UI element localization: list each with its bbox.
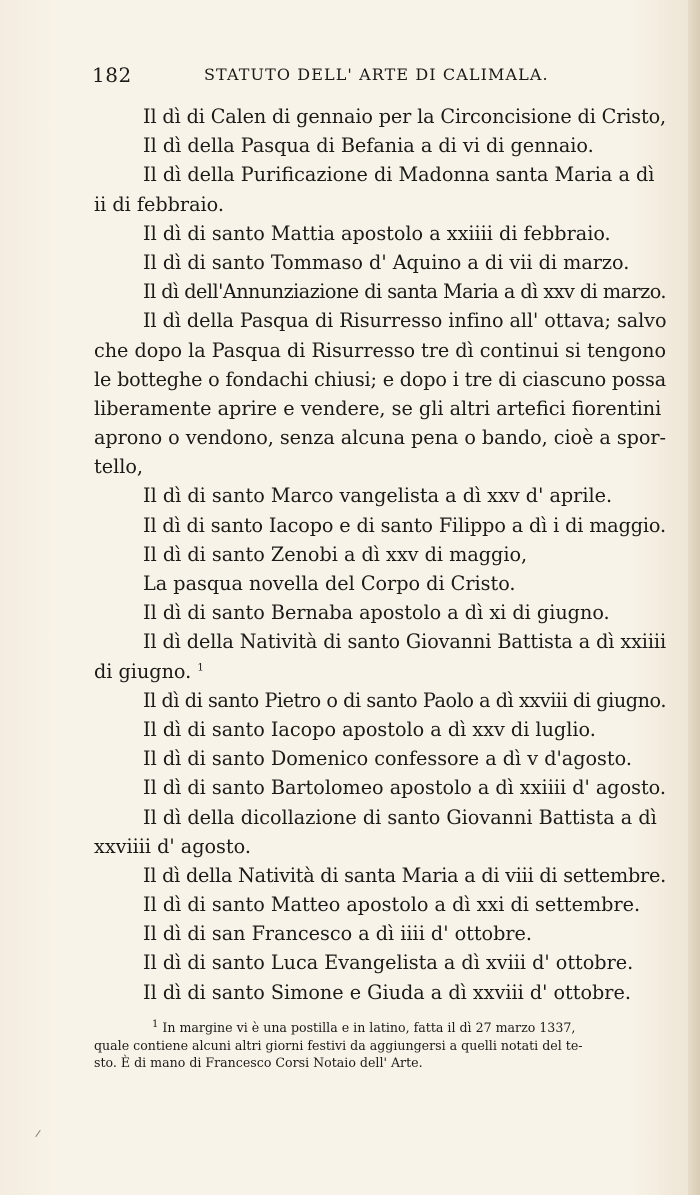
text-line: Il dì di santo Bernaba apostolo a dì xi di giugno.: [143, 601, 610, 625]
text-line: Il dì di san Francesco a dì iiii d' ottobre.: [143, 922, 533, 946]
running-title: STATUTO DELL' ARTE DI CALIMALA.: [204, 65, 549, 84]
text-line: Il dì di santo Iacopo e di santo Filippo a dì i di maggio.: [143, 513, 666, 537]
footnote-line: sto. È di mano di Francesco Corsi Notaio dell' Arte.: [94, 1055, 423, 1070]
text-line: Il dì della dicollazione di santo Giovanni Battista a dì: [143, 805, 657, 829]
text-line: Il dì di santo Mattia apostolo a xxiiii di febbraio.: [143, 221, 611, 245]
page-edge-shadow: [688, 0, 700, 1195]
text-line: Il dì dell'Annunziazione di santa Maria a dì xxv di marzo.: [143, 280, 666, 304]
text-line: Il dì di santo Luca Evangelista a dì xviii d' ottobre.: [143, 951, 634, 975]
text-line: Il dì di santo Bartolomeo apostolo a dì xxiiii d' agosto.: [143, 776, 666, 800]
text-line: Il dì di santo Tommaso d' Aquino a di vii di marzo.: [143, 250, 630, 274]
footnote-marker: 1: [152, 1018, 159, 1030]
text-line-content: di giugno.: [94, 659, 192, 683]
text-line: Il dì della Pasqua di Risurresso infino all' ottava; salvo: [143, 309, 667, 333]
text-line: Il dì di santo Marco vangelista a dì xxv d' aprile.: [143, 484, 613, 508]
page-number: 182: [92, 63, 132, 87]
text-line: Il dì di santo Matteo apostolo a dì xxi di settembre.: [143, 893, 641, 917]
text-line: xxviiii d' agosto.: [94, 834, 251, 858]
text-line: Il dì di santo Domenico confessore a dì v d'agosto.: [143, 747, 632, 771]
text-line: Il dì di santo Pietro o di santo Paolo a dì xxviii di giugno.: [143, 688, 666, 712]
text-line: liberamente aprire e vendere, se gli altri artefici fiorentini: [94, 396, 662, 420]
text-line: Il dì di santo Zenobi a dì xxv di maggio,: [143, 542, 528, 566]
running-header: [92, 63, 666, 89]
text-line: Il dì di santo Iacopo apostolo a dì xxv di luglio.: [143, 717, 596, 741]
main-text: [94, 102, 666, 1007]
footnote-line: quale contiene alcuni altri giorni festivi da aggiungersi a quelli notati del te-: [94, 1037, 583, 1053]
text-line: Il dì della Natività di santo Giovanni Battista a dì xxiiii: [143, 630, 666, 654]
text-line: tello,: [94, 455, 143, 479]
text-line: che dopo la Pasqua di Risurresso tre dì continui si tengono: [94, 338, 666, 362]
margin-pencil-mark: [35, 1130, 40, 1137]
text-line: ii di febbraio.: [94, 192, 224, 216]
text-line: Il dì di Calen di gennaio per la Circoncisione di Cristo,: [143, 105, 666, 128]
text-line: Il dì della Natività di santa Maria a di viii di settembre.: [143, 863, 666, 887]
text-line: aprono o vendono, senza alcuna pena o bando, cioè a spor-: [94, 426, 666, 450]
text-line: le botteghe o fondachi chiusi; e dopo i tre di ciascuno possa: [94, 367, 666, 391]
text-line: La pasqua novella del Corpo di Cristo.: [143, 572, 516, 595]
footnote-line: [94, 1019, 666, 1037]
text-line-with-note: [94, 657, 666, 686]
footnote-reference: 1: [197, 662, 204, 674]
text-line: Il dì della Pasqua di Befania a di vi di gennaio.: [143, 134, 594, 158]
text-line: Il dì della Purificazione di Madonna santa Maria a dì: [143, 163, 655, 187]
footnote: [94, 1019, 666, 1072]
footnote-line-content: In margine vi è una postilla e in latino, fatta il dì 27 marzo 1337,: [162, 1020, 576, 1035]
text-line: Il dì di santo Simone e Giuda a dì xxviii d' ottobre.: [143, 980, 631, 1004]
